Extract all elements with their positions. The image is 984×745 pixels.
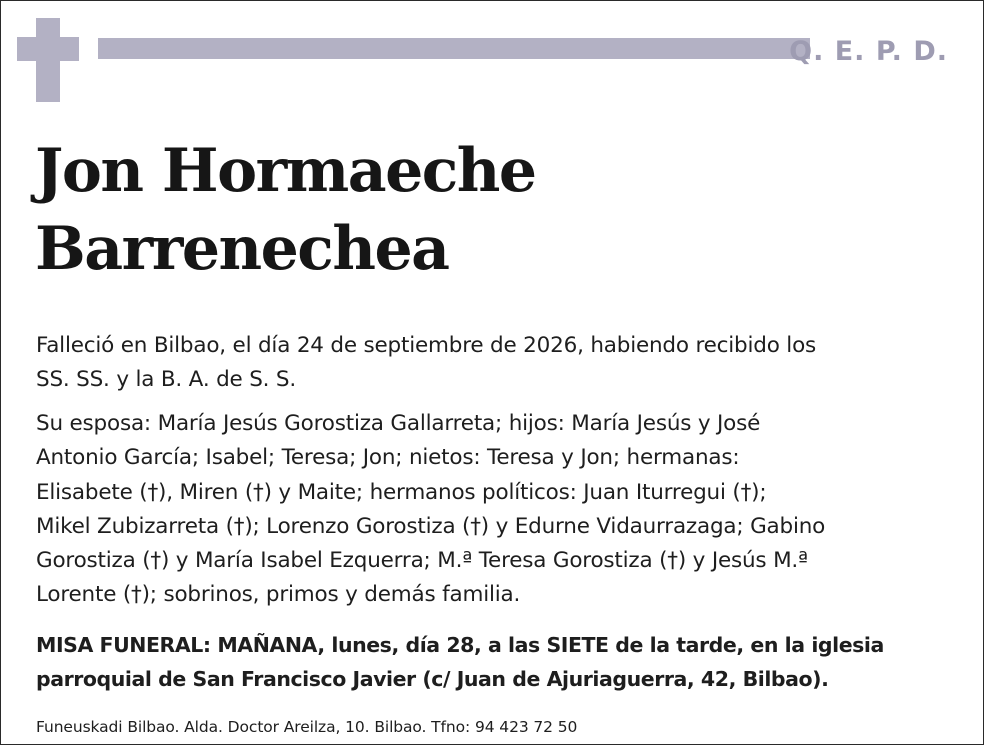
death-announcement [36,329,956,398]
text-line: Mikel Zubizarreta (†); Lorenzo Gorostiza (†) y Edurne Vidaurrazaga; Gabino [36,513,826,539]
text-line: Lorente (†); sobrinos, primos y demás familia. [36,582,521,608]
cross-horizontal-bar [17,37,79,61]
funeral-mass-info [36,628,956,696]
deceased-name [35,132,536,288]
family-list [36,407,956,613]
text-line: Su esposa: María Jesús Gorostiza Gallarreta; hijos: María Jesús y José [36,411,761,436]
header-rule [98,38,810,59]
text-line: parroquial de San Francisco Javier (c/ Juan de Ajuriaguerra, 42, Bilbao). [36,667,829,691]
text-line: MISA FUNERAL: MAÑANA, lunes, día 28, a las SIETE de la tarde, en la iglesia [36,633,884,657]
text-line: SS. SS. y la B. A. de S. S. [36,367,296,393]
deceased-name-line: Barrenechea [35,214,449,284]
qepd-label: Q. E. P. D. [789,36,948,67]
text-line: Elisabete (†), Miren (†) y Maite; hermanos políticos: Juan Iturregui (†); [36,479,767,505]
text-line: Antonio García; Isabel; Teresa; Jon; nietos: Teresa y Jon; hermanas: [36,445,740,471]
text-line: Gorostiza (†) y María Isabel Ezquerra; M.ª Teresa Gorostiza (†) y Jesús M.ª [36,548,808,574]
deceased-name-line: Jon Hormaeche [35,136,536,206]
text-line: Falleció en Bilbao, el día 24 de septiembre de 2026, habiendo recibido los [36,333,817,358]
funeral-home-footer: Funeuskadi Bilbao. Alda. Doctor Areilza, 10. Bilbao. Tfno: 94 423 72 50 [36,718,578,736]
